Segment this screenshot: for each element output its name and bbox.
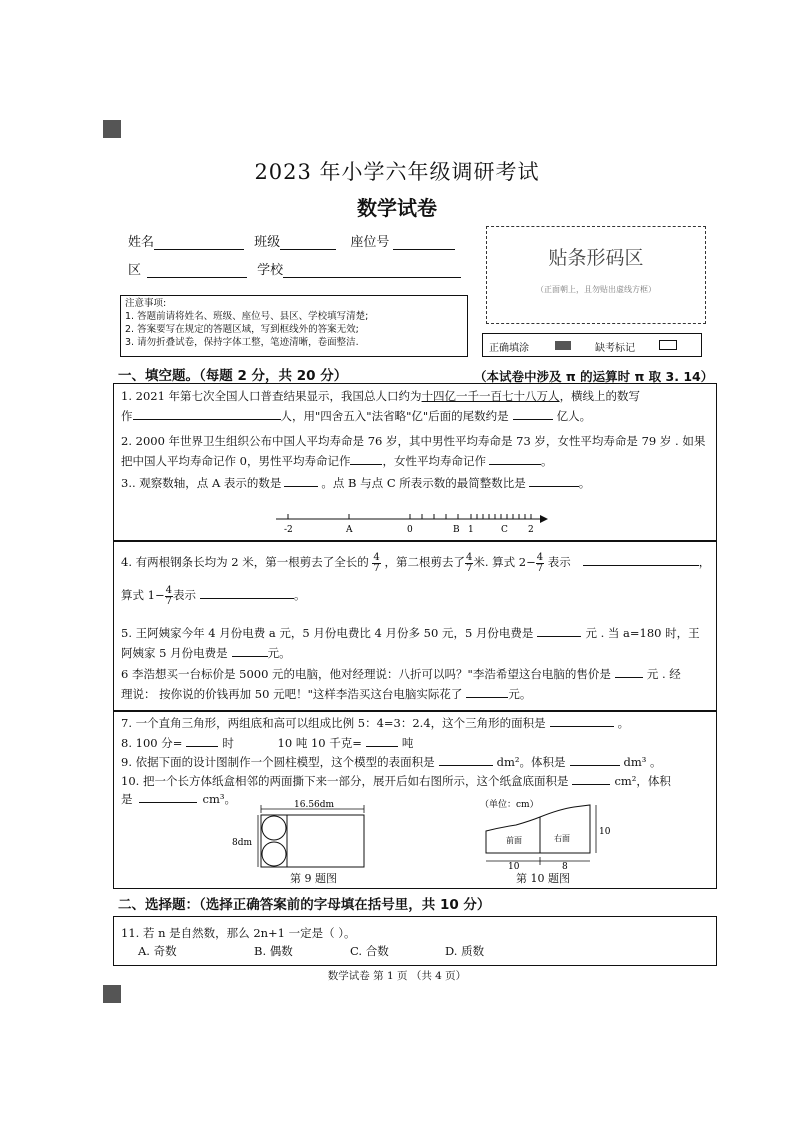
q10-blank-2[interactable] xyxy=(139,790,197,803)
school-field[interactable] xyxy=(283,263,461,278)
barcode-label: 贴条形码区 xyxy=(548,247,644,269)
q1-line1: 1. 2021 年第七次全国人口普查结果显示，我国总人口约为十四亿一千一百七十八万人，横线上的数写 xyxy=(121,389,641,403)
page-footer: 数学试卷 第 1 页 （共 4 页） xyxy=(327,970,467,982)
exam-title: 2023 年小学六年级调研考试 xyxy=(254,160,540,184)
corner-mark-top xyxy=(103,120,121,138)
student-info-row-2 xyxy=(128,259,461,278)
fig10-unit-label: （单位：cm） xyxy=(480,800,539,810)
fig9-caption: 第 9 题图 xyxy=(290,872,337,885)
section1-title: 一、填空题。（每题 2 分，共 20 分） xyxy=(118,368,348,384)
q4-line1: 4. 有两根钢条长均为 2 米，第一根剪去了全长的 $\frac{4}{7}$ ，第二根剪去了 $\frac{4}{7}$ 米. 算式 2− $\frac{4}{7}$ 表示 ， xyxy=(121,551,711,574)
q2-line1: 2. 2000 年世界卫生组织公布中国人平均寿命是 76 岁，其中男性平均寿命是 73 岁，女性平均寿命是 79 岁 . 如果 xyxy=(121,434,706,448)
q7-text: 7. 一个直角三角形，两组底和高可以组成比例 5：4=3：2.4，这个三角形的面积是 。 xyxy=(121,716,630,730)
q11-stem: 11. 若 n 是自然数，那么 2n+1 一定是（ ）。 xyxy=(121,926,356,940)
q7-blank[interactable] xyxy=(550,714,614,727)
notes-heading: 注意事项: xyxy=(125,298,167,309)
barcode-area xyxy=(486,226,706,324)
q6-line1: 6 李浩想买一台标价是 5000 元的电脑，他对经理说：八折可以吗？"李浩希望这台电脑的售价是 元 . 经 xyxy=(121,667,681,681)
fig9-circle-bottom xyxy=(262,842,286,866)
q8-blank-1[interactable] xyxy=(186,734,218,747)
fig10-w2-label: 8 xyxy=(562,862,568,871)
seat-label: 座位号 xyxy=(350,235,390,250)
q4-fraction: $\frac{4}{7}$ xyxy=(373,551,380,574)
fig10-right-label: 右面 xyxy=(554,834,570,843)
district-field[interactable] xyxy=(147,263,247,278)
absent-mark-box[interactable] xyxy=(659,340,677,350)
q3-blank-2[interactable] xyxy=(529,474,579,487)
q11-option-c[interactable]: C. 合数 xyxy=(350,944,389,958)
fig10-unfolded-shape xyxy=(486,805,590,853)
q6-line2: 理说： 按你说的价钱再加 50 元吧！"这样李浩买这台电脑实际花了 元。 xyxy=(121,687,532,701)
fig9-height-label: 8dm xyxy=(232,838,253,848)
fill-marks-box xyxy=(482,333,702,357)
q11-option-a[interactable]: A. 奇数 xyxy=(138,944,177,958)
barcode-hint: （正面朝上，且勿贴出虚线方框） xyxy=(536,285,656,294)
seat-field[interactable] xyxy=(393,235,455,250)
fig9-circle-top xyxy=(262,816,286,840)
class-field[interactable] xyxy=(280,235,336,250)
q1-blank-2[interactable] xyxy=(513,407,553,420)
q4-line2: 算式 1− $\frac{4}{7}$ 表示 。 xyxy=(121,584,306,607)
q10-line2: 是 cm³。 xyxy=(121,792,236,806)
q8-blank-2[interactable] xyxy=(366,734,398,747)
axis-label-c: C xyxy=(501,525,508,535)
figure-10 xyxy=(478,797,618,871)
q3-number-line xyxy=(270,505,550,537)
q3-blank-1[interactable] xyxy=(284,474,318,487)
section2-title: 二、选择题：（选择正确答案前的字母填在括号里，共 10 分） xyxy=(118,897,491,913)
q1-blank-1[interactable] xyxy=(133,407,281,420)
correct-fill-label: 正确填涂 xyxy=(489,343,529,354)
axis-label-neg2: -2 xyxy=(284,525,293,535)
q10-blank-1[interactable] xyxy=(572,772,610,785)
class-label: 班级 xyxy=(254,235,281,250)
fig9-rectangle xyxy=(261,815,364,867)
section1-note: （本试卷中涉及 π 的运算时 π 取 3. 14） xyxy=(474,369,714,384)
number-line-ticks xyxy=(288,514,531,519)
q4-fraction: $\frac{4}{7}$ xyxy=(165,584,172,607)
q5-line1: 5. 王阿姨家今年 4 月份电费 a 元，5 月份电费比 4 月份多 50 元，5 月份电费是 元 . 当 a=180 时，王 xyxy=(121,626,700,640)
notes-item: 3. 请勿折叠试卷，保持字体工整，笔迹清晰，卷面整洁. xyxy=(125,337,359,348)
axis-label-0: 0 xyxy=(407,525,413,535)
notes-item: 1. 答题前请将姓名、班级、座位号、县区、学校填写清楚; xyxy=(125,311,369,322)
q9-blank-1[interactable] xyxy=(439,753,493,766)
axis-label-a: A xyxy=(346,525,353,535)
school-label: 学校 xyxy=(257,263,284,278)
axis-label-b: B xyxy=(453,525,460,535)
q2-blank-2[interactable] xyxy=(489,452,541,465)
q3-text: 3.. 观察数轴，点 A 表示的数是 。点 B 与点 C 所表示数的最简整数比是 。 xyxy=(121,476,591,490)
q11-option-b[interactable]: B. 偶数 xyxy=(254,944,293,958)
q10-line1: 10. 把一个长方体纸盒相邻的两面撕下来一部分，展开后如右图所示，这个纸盒底面积是 cm²，体积 xyxy=(121,774,671,788)
q6-blank-1[interactable] xyxy=(615,665,643,678)
q5-blank-1[interactable] xyxy=(537,624,581,637)
figure-9 xyxy=(228,800,378,872)
q5-blank-2[interactable] xyxy=(232,644,268,657)
correct-fill-sample xyxy=(555,341,571,350)
q2-line2: 把中国人平均寿命记作 0，男性平均寿命记作 ，女性平均寿命记作 。 xyxy=(121,454,553,468)
axis-label-2: 2 xyxy=(528,525,534,535)
q9-text: 9. 依据下面的设计图制作一个圆柱模型，这个模型的表面积是 dm²。体积是 dm³ 。 xyxy=(121,755,662,769)
absent-mark-label: 缺考标记 xyxy=(595,343,635,354)
q4-fraction: $\frac{4}{7}$ xyxy=(536,551,544,574)
q11-option-d[interactable]: D. 质数 xyxy=(445,944,485,958)
number-line-arrow xyxy=(540,515,548,523)
q1-line2: 作 人，用"四舍五入"法省略"亿"后面的尾数约是 亿人。 xyxy=(121,409,592,423)
fig10-caption: 第 10 题图 xyxy=(516,872,570,885)
q9-blank-2[interactable] xyxy=(570,753,620,766)
q4-fraction: $\frac{4}{7}$ xyxy=(465,551,473,574)
district-label: 区 xyxy=(128,263,142,278)
corner-mark-bottom xyxy=(103,985,121,1003)
q4-blank-1[interactable] xyxy=(583,553,699,566)
notes-box xyxy=(120,295,468,357)
fig10-height-label: 10 xyxy=(599,827,611,837)
student-info-row-1 xyxy=(128,231,455,250)
name-field[interactable] xyxy=(154,235,244,250)
q4-blank-2[interactable] xyxy=(200,586,294,599)
q1-underlined-number: 十四亿一千一百七十八万人 xyxy=(421,389,560,403)
q8-text: 8. 100 分= 时 10 吨 10 千克= 吨 xyxy=(121,736,414,750)
fig10-w1-label: 10 xyxy=(508,862,520,871)
fig9-width-label: 16.56dm xyxy=(294,800,335,810)
q6-blank-2[interactable] xyxy=(466,685,508,698)
q2-blank-1[interactable] xyxy=(350,452,382,465)
fig10-front-label: 前面 xyxy=(506,836,522,845)
name-label: 姓名 xyxy=(128,235,155,250)
q5-line2: 阿姨家 5 月份电费是 元。 xyxy=(121,646,291,660)
notes-item: 2. 答案要写在规定的答题区域，写到框线外的答案无效; xyxy=(125,324,359,335)
axis-label-1: 1 xyxy=(468,525,474,535)
exam-subject: 数学试卷 xyxy=(357,196,437,220)
